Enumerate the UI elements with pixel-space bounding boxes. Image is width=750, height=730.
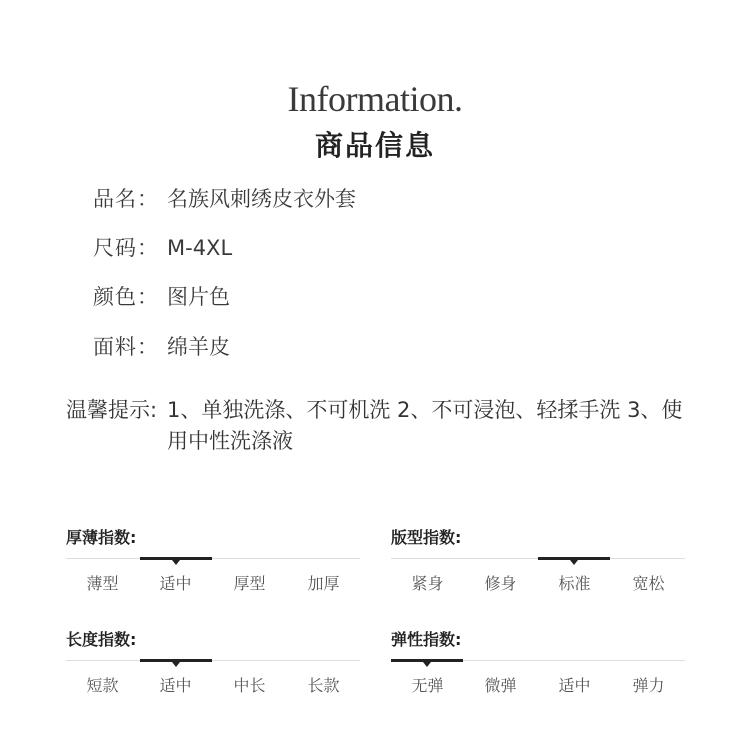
scale-title: 弹性指数: xyxy=(391,630,462,649)
info-label: 尺码： xyxy=(93,236,159,260)
info-value: 绵羊皮 xyxy=(167,335,230,359)
scale-option: 加厚 xyxy=(307,574,340,593)
scale-option: 修身 xyxy=(484,574,517,593)
scale-marker-icon xyxy=(570,560,578,565)
scale-marker-icon xyxy=(423,662,431,667)
info-row-fabric xyxy=(93,331,230,361)
scale-option: 适中 xyxy=(159,574,192,593)
scale-option: 微弹 xyxy=(484,676,517,695)
scale-option: 短款 xyxy=(86,676,119,695)
scale-option: 无弹 xyxy=(411,676,444,695)
care-tips-text: 1、单独洗涤、不可机洗 2、不可浸泡、轻揉手洗 3、使用中性洗涤液 xyxy=(167,398,683,453)
scale-indicator xyxy=(391,659,463,662)
scale-option: 适中 xyxy=(558,676,591,695)
info-label: 颜色： xyxy=(93,285,159,309)
info-row-size xyxy=(93,232,232,262)
scale-title: 长度指数: xyxy=(66,630,137,649)
info-value: 名族风刺绣皮衣外套 xyxy=(167,187,356,211)
scale-marker-icon xyxy=(172,662,180,667)
scale-option: 薄型 xyxy=(86,574,119,593)
scale-track xyxy=(66,558,360,559)
scale-option: 厚型 xyxy=(233,574,266,593)
scale-title: 厚薄指数: xyxy=(66,528,137,547)
heading-chinese: 商品信息 xyxy=(314,129,435,162)
scale-track xyxy=(66,660,360,661)
scale-marker-icon xyxy=(172,560,180,565)
heading-english: Information. xyxy=(287,79,463,119)
scale-option: 弹力 xyxy=(632,676,665,695)
care-tips-label: 温馨提示: xyxy=(66,398,158,422)
scale-indicator xyxy=(140,659,212,662)
scale-option: 宽松 xyxy=(632,574,665,593)
info-label: 品名： xyxy=(93,187,159,211)
info-row-name xyxy=(93,183,356,213)
scale-option: 标准 xyxy=(558,574,591,593)
scale-indicator xyxy=(538,557,610,560)
scale-option: 长款 xyxy=(307,676,340,695)
scale-indicator xyxy=(140,557,212,560)
info-value: 图片色 xyxy=(167,285,230,309)
scale-option: 适中 xyxy=(159,676,192,695)
scale-option: 中长 xyxy=(233,676,266,695)
info-value: M-4XL xyxy=(167,236,233,260)
info-label: 面料： xyxy=(93,335,159,359)
info-row-color xyxy=(93,281,230,311)
scale-title: 版型指数: xyxy=(391,528,462,547)
scale-option: 紧身 xyxy=(411,574,444,593)
